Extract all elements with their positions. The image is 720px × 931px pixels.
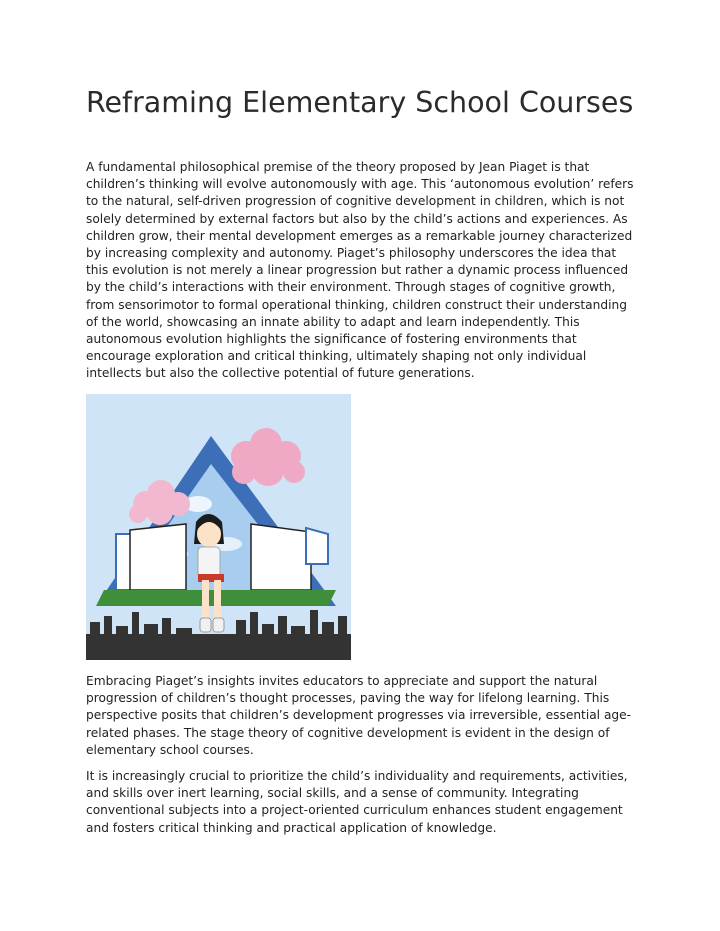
body-paragraph-3: It is increasingly crucial to prioritize the child’s individuality and requirements, activities, and skills over inert learning, social skills, and a sense of community. Integrating conventional subjects into a project-oriented curriculum enhances student engagement and fosters critical thinking and practical application of knowledge. xyxy=(86,769,628,835)
body-paragraph-1: A fundamental philosophical premise of the theory proposed by Jean Piaget is that children’s thinking will evolve autonomously with age. This ‘autonomous evolution’ refers to the natural, self-driven progression of cognitive development in children, which is not solely determined by external factors but also by the child’s actions and experiences. As children grow, their mental development emerges as a remarkable journey characterized by increasing complexity and autonomy. Piaget’s philosophy underscores the idea that this evolution is not merely a linear progression but rather a dynamic process influenced by the child’s interactions with their environment. Through stages of cognitive growth, from sensorimotor to formal operational thinking, children construct their understanding of the world, showcasing an innate ability to adapt and learn independently. This autonomous evolution highlights the significance of fostering environments that encourage exploration and critical thinking, ultimately shaping not only individual intellects but also the collective potential of future generations. xyxy=(86,160,634,381)
page-title: Reframing Elementary School Courses xyxy=(86,86,634,119)
illustration-image xyxy=(86,394,351,660)
body-paragraph-2: Embracing Piaget’s insights invites educators to appreciate and support the natural progression of children’s thought processes, paving the way for lifelong learning. This perspective posits that children’s development progresses via irreversible, essential age-related phases. The stage theory of cognitive development is evident in the design of elementary school courses. xyxy=(86,674,632,757)
